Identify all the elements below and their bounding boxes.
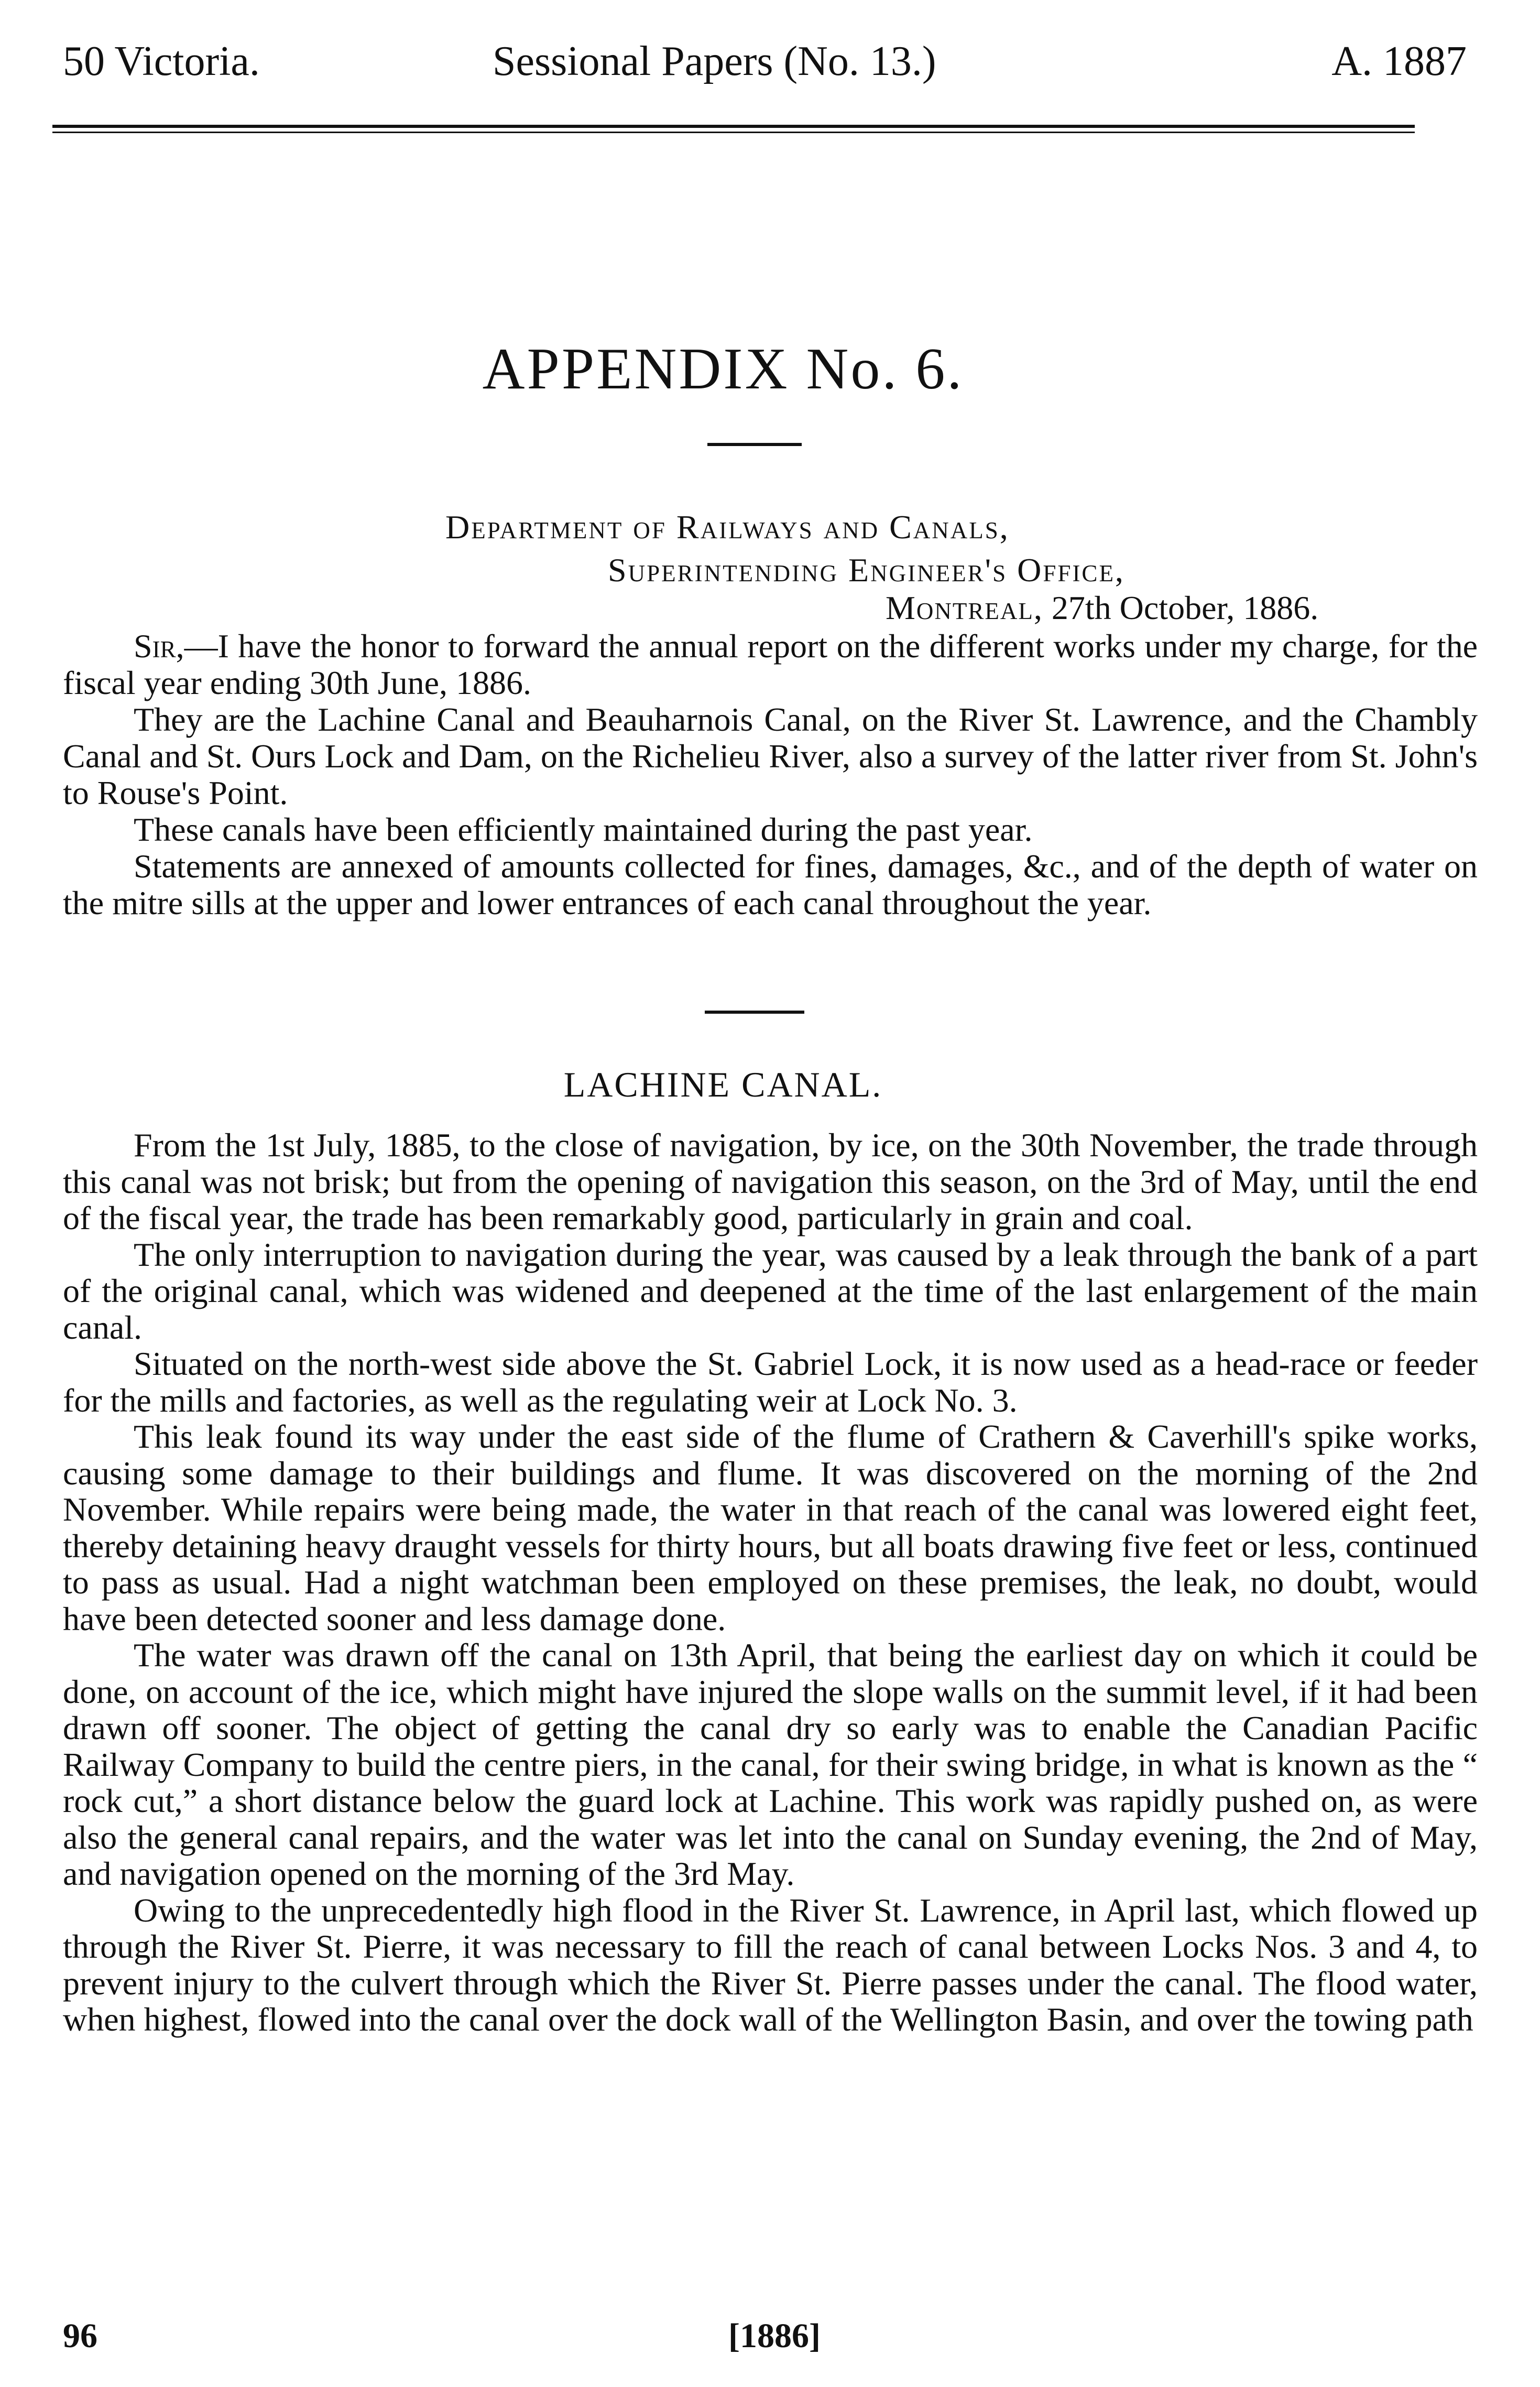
section-paragraph: From the 1st July, 1885, to the close of navigation, by ice, on the 30th November, the trade through this canal was not brisk; but from the opening of navigation this season, on the 3rd of May, until the end of the fiscal year, the trade has been remarkably good, particularly in grain and coal. (63, 1126, 1478, 1236)
running-head-series: Sessional Papers (No. 13.) (493, 38, 936, 84)
page-number: 96 (63, 2317, 97, 2355)
salutation: Sir, (134, 627, 184, 665)
title-divider (707, 443, 802, 446)
intro-paragraph: They are the Lachine Canal and Beauharnois Canal, on the River St. Lawrence, and the Chambly Canal and St. Ours Lock and Dam, on the Richelieu River, also a survey of the latter river from St. John's to Rouse's Point. (63, 701, 1478, 811)
section-paragraph: Owing to the unprecedentedly high flood in the River St. Lawrence, in April last, which flowed up through the River St. Pierre, it was necessary to fill the reach of canal between Locks Nos. 3 and 4, to prevent injury to the culvert through which the River St. Pierre passes under the canal. The flood water, when highest, flowed into the canal over the dock wall of the Wellington Basin, and over the towing path (63, 1891, 1478, 2038)
address-place: Montreal, (886, 589, 1043, 626)
section-paragraph: The only interruption to navigation during the year, was caused by a leak through the bank of a part of the original canal, which was widened and deepened at the time of the last enlargement of the main canal. (63, 1235, 1478, 1346)
intro-paragraph: These canals have been efficiently maintained during the past year. (134, 811, 1033, 848)
section-paragraph: This leak found its way under the east side of the flume of Crathern & Caverhill's spike works, causing some damage to their buildings and flume. It was discovered on the morning of the 2nd November. While repairs were being made, the water in that reach of the canal was lowered eight feet, thereby detaining heavy draught vessels for thirty hours, but all boats drawing five feet or less, continued to pass as usual. Had a night watchman been employed on these premises, the leak, no doubt, would have been detected sooner and less damage done. (63, 1418, 1478, 1637)
year-mark: [1886] (728, 2317, 821, 2355)
header-double-rule (52, 125, 1415, 133)
page-footer (63, 2313, 1467, 2360)
running-head-year: A. 1887 (1331, 38, 1467, 84)
running-head-volume: 50 Victoria. (63, 38, 260, 84)
lachine-canal-text (63, 1127, 1478, 2038)
address-department: Department of Railways and Canals, (445, 508, 1010, 546)
intro-paragraph: Statements are annexed of amounts collected for fines, damages, &c., and of the depth of water on the mitre sills at the upper and lower entrances of each canal throughout the year. (63, 848, 1478, 921)
running-head (63, 32, 1467, 90)
section-heading: LACHINE CANAL. (563, 1065, 883, 1104)
address-date: 27th October, 1886. (1051, 589, 1319, 626)
intro-paragraph-text: —I have the honor to forward the annual report on the different works under my charge, for the fiscal year ending 30th June, 1886. (63, 627, 1478, 701)
intro-paragraph (63, 628, 1478, 701)
section-paragraph: The water was drawn off the canal on 13th April, that being the earliest day on which it could be done, on account of the ice, which might have injured the slope walls on the summit level, if it had been drawn off sooner. The object of getting the canal dry so early was to enable the Canadian Pacific Railway Company to build the centre piers, in the canal, for their swing bridge, in what is known as the “ rock cut,” a short distance below the guard lock at Lachine. This work was rapidly pushed on, as were also the general canal repairs, and the water was let into the canal on Sunday evening, the 2nd of May, and navigation opened on the morning of the 3rd May. (63, 1636, 1478, 1892)
intro-letter (63, 628, 1478, 921)
address-office: Superintending Engineer's Office, (608, 551, 1125, 589)
section-divider (705, 1011, 804, 1014)
section-paragraph: Situated on the north-west side above the St. Gabriel Lock, it is now used as a head-race or feeder for the mills and factories, as well as the regulating weir at Lock No. 3. (63, 1345, 1478, 1419)
appendix-title: APPENDIX No. 6. (482, 337, 964, 402)
address-place-date (886, 588, 1318, 628)
